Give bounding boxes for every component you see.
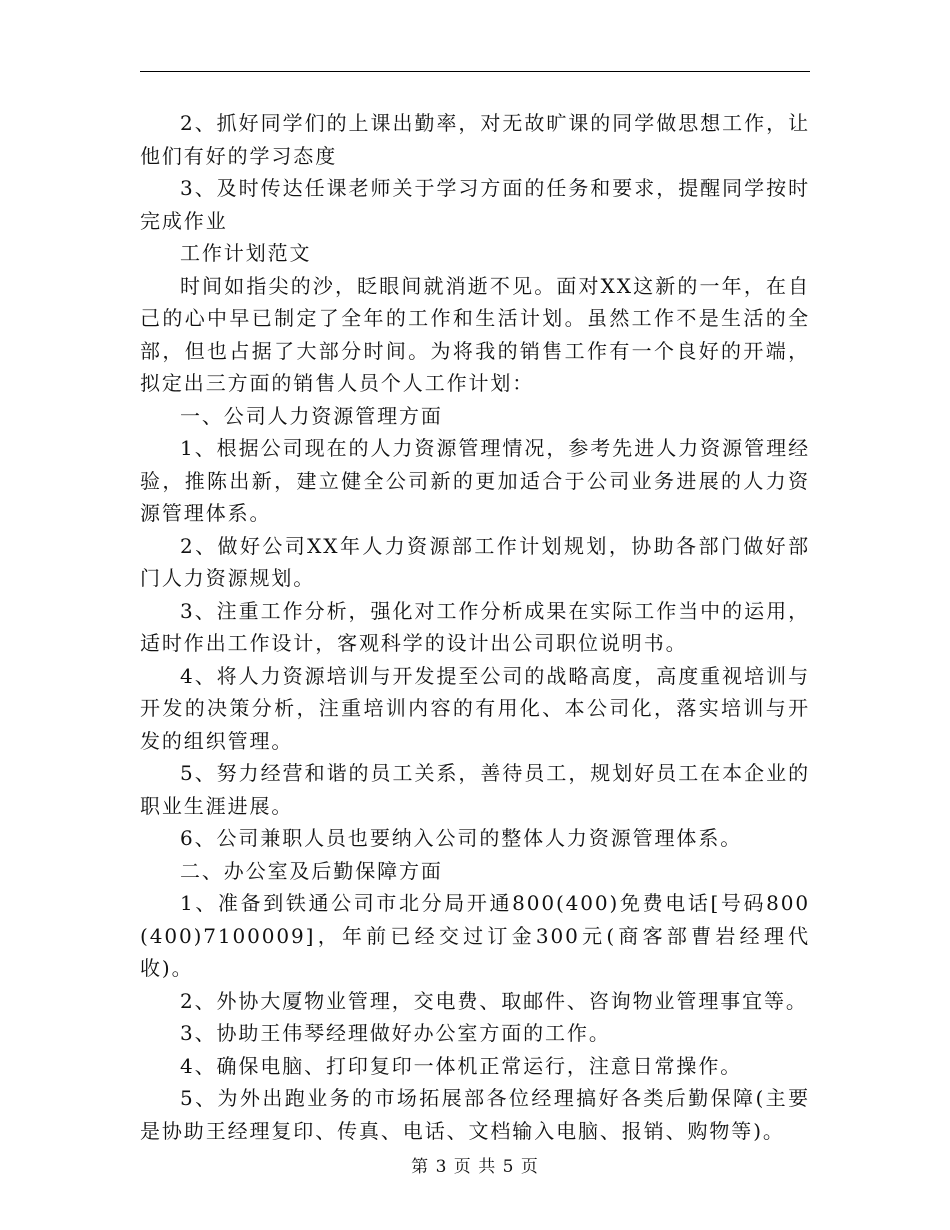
paragraph: 5、努力经营和谐的员工关系，善待员工，规划好员工在本企业的职业生涯进展。 <box>140 761 810 818</box>
page-footer <box>0 1152 950 1177</box>
paragraph: 3、及时传达任课老师关于学习方面的任务和要求，提醒同学按时完成作业 <box>140 176 810 233</box>
paragraph: 2、做好公司XX年人力资源部工作计划规划，协助各部门做好部门人力资源规划。 <box>140 533 810 590</box>
page-number: 第 3 页 共 5 页 <box>411 1157 539 1177</box>
paragraph: 1、根据公司现在的人力资源管理情况，参考先进人力资源管理经验，推陈出新，建立健全公司新的更加适合于公司业务进展的人力资源管理体系。 <box>140 436 810 525</box>
paragraph: 3、协助王伟琴经理做好办公室方面的工作。 <box>180 1021 611 1045</box>
paragraph: 4、确保电脑、打印复印一体机正常运行，注意日常操作。 <box>180 1053 743 1078</box>
paragraph: 3、注重工作分析，强化对工作分析成果在实际工作当中的运用，适时作出工作设计，客观科学的设计出公司职位说明书。 <box>140 598 810 655</box>
section-heading: 二、办公室及后勤保障方面 <box>180 858 443 883</box>
paragraph: 2、外协大厦物业管理，交电费、取邮件、咨询物业管理事宜等。 <box>180 988 808 1013</box>
header-rule <box>140 71 810 72</box>
section-title: 工作计划范文 <box>180 241 312 265</box>
document-body <box>140 107 810 1147</box>
paragraph: 4、将人力资源培训与开发提至公司的战略高度，高度重视培训与开发的决策分析，注重培训内容的有用化、本公司化，落实培训与开发的组织管理。 <box>140 663 810 753</box>
paragraph: 1、准备到铁通公司市北分局开通800(400)免费电话[号码800(400)7100009]，年前已经交过订金300元(商客部曹岩经理代收)。 <box>140 891 810 980</box>
paragraph: 2、抓好同学们的上课出勤率，对无故旷课的同学做思想工作，让他们有好的学习态度 <box>140 111 810 168</box>
paragraph: 时间如指尖的沙，眨眼间就消逝不见。面对XX这新的一年，在自己的心中早已制定了全年的工作和生活计划。虽然工作不是生活的全部，但也占据了大部分时间。为将我的销售工作有一个良好的开端，拟定出三方面的销售人员个人工作计划： <box>140 273 810 395</box>
section-heading: 一、公司人力资源管理方面 <box>180 403 443 428</box>
paragraph: 5、为外出跑业务的市场拓展部各位经理搞好各类后勤保障(主要是协助王经理复印、传真、电话、文档输入电脑、报销、购物等)。 <box>140 1086 810 1143</box>
paragraph: 6、公司兼职人员也要纳入公司的整体人力资源管理体系。 <box>180 826 743 850</box>
